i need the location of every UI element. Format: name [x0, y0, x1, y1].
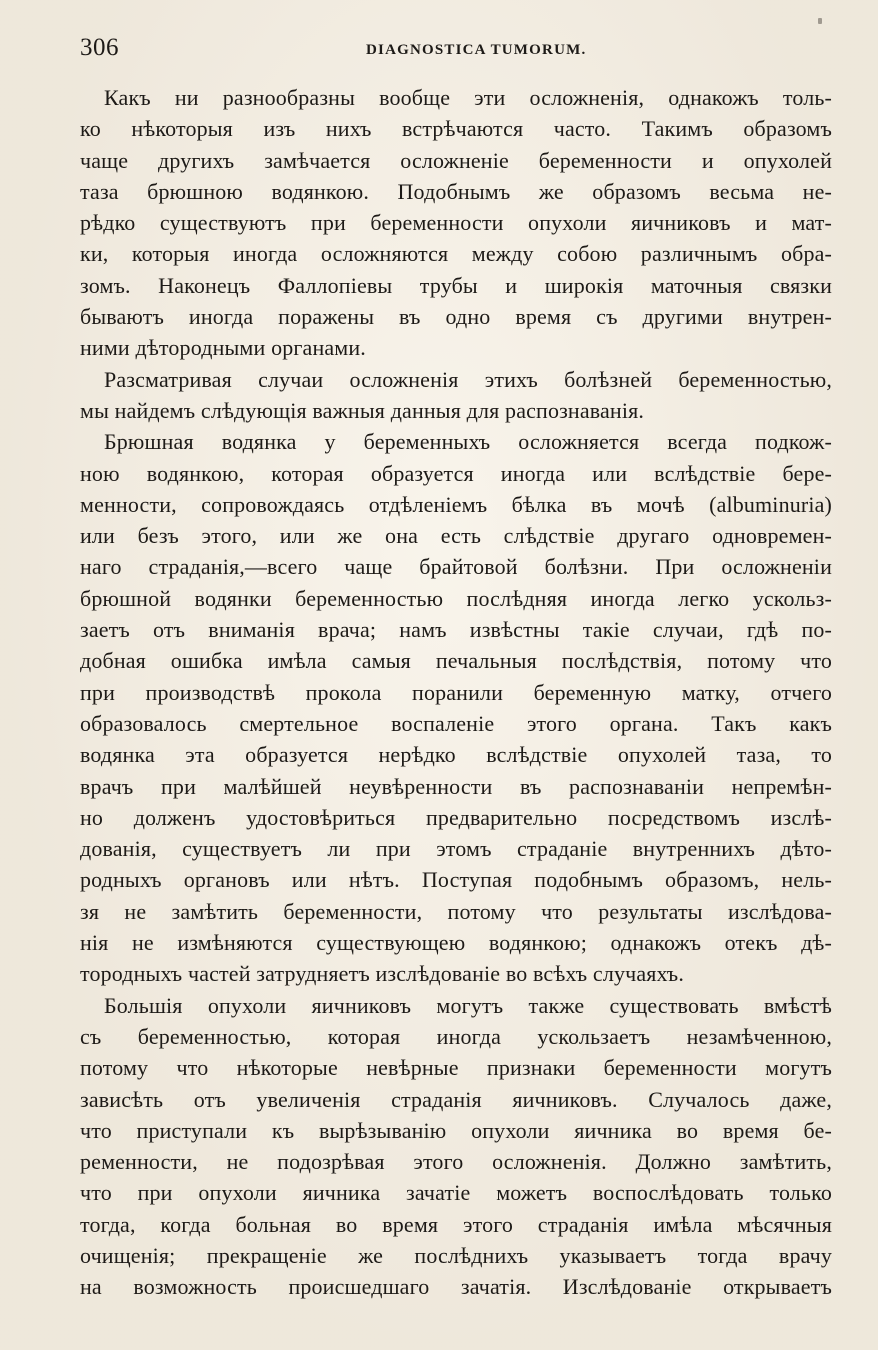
text-line: при производствѣ прокола поранили беременную матку, отчего [80, 679, 832, 705]
text-line: нія не измѣняются существующею водянкою; однакожъ отекъ дѣ- [80, 930, 832, 956]
text-line: дованія, существуетъ ли при этомъ страданіе внутреннихъ дѣто- [80, 836, 832, 862]
text-line: наго страданія,—всего чаще брайтовой болѣзни. При осложненіи [80, 554, 832, 580]
ink-speck [818, 18, 822, 24]
paragraph-2 [80, 364, 832, 427]
paragraph-1 [80, 82, 832, 364]
text-line: что приступали къ вырѣзыванію опухоли яичника во время бе- [80, 1117, 832, 1143]
paragraph-3 [80, 426, 832, 989]
text-line: зя не замѣтить беременности, потому что результаты изслѣдова- [80, 898, 832, 924]
page-number: 306 [80, 34, 119, 61]
text-line: зомъ. Наконецъ Фаллопіевы трубы и широкія маточныя связки [80, 272, 832, 298]
text-line: очищенія; прекращеніе же послѣднихъ указываетъ тогда врачу [80, 1242, 832, 1268]
text-line: заетъ отъ вниманія врача; намъ извѣстны такіе случаи, гдѣ по- [80, 617, 832, 643]
text-line: менности, сопровождаясь отдѣленіемъ бѣлка въ мочѣ (albuminuria) [80, 491, 832, 517]
text-line: Какъ ни разнообразны вообще эти осложненія, однакожъ толь- [104, 85, 832, 110]
running-head [80, 28, 840, 68]
text-line: водянка эта образуется нерѣдко вслѣдствіе опухолей таза, то [80, 742, 832, 768]
text-line: брюшной водянки беременностью послѣдняя иногда легко ускольз- [80, 585, 832, 611]
running-title: DIAGNOSTICA TUMORUM. [366, 42, 587, 58]
body-text [80, 82, 832, 1303]
text-line: врачъ при малѣйшей неувѣренности въ распознаваніи непремѣн- [80, 773, 832, 799]
text-line: ременности, не подозрѣвая этого осложненія. Должно замѣтить, [80, 1149, 832, 1175]
text-line: съ беременностью, которая иногда ускользаетъ незамѣченною, [80, 1023, 832, 1049]
text-line: бываютъ иногда поражены въ одно время съ другими внутрен- [80, 304, 832, 330]
text-line: Брюшная водянка у беременныхъ осложняется всегда подкож- [104, 429, 832, 455]
text-line: ною водянкою, которая образуется иногда или вслѣдствіе бере- [80, 460, 832, 486]
text-line: Большія опухоли яичниковъ могутъ также существовать вмѣстѣ [104, 992, 832, 1018]
text-line: потому что нѣкоторые невѣрные признаки беременности могутъ [80, 1055, 832, 1081]
text-line: зависѣть отъ увеличенія страданія яичниковъ. Случалось даже, [80, 1086, 832, 1112]
text-line: добная ошибка имѣла самыя печальныя послѣдствія, потому что [80, 648, 832, 674]
text-line: ними дѣтородными органами. [80, 335, 366, 361]
text-line: на возможность происшедшаго зачатія. Изслѣдованіе открываетъ [80, 1274, 832, 1300]
text-line: ки, которыя иногда осложняются между собою различнымъ обра- [80, 241, 832, 267]
text-line: таза брюшною водянкою. Подобнымъ же образомъ весьма не- [80, 178, 832, 204]
paragraph-4 [80, 990, 832, 1303]
text-line: Разсматривая случаи осложненія этихъ болѣзней беременностью, [104, 366, 832, 392]
text-line: мы найдемъ слѣдующія важныя данныя для распознаванія. [80, 397, 645, 423]
text-line: образовалось смертельное воспаленіе этого органа. Такъ какъ [80, 710, 832, 736]
text-line: но долженъ удостовѣриться предварительно посредствомъ изслѣ- [80, 804, 832, 830]
text-line: тогда, когда больная во время этого страданія имѣла мѣсячныя [80, 1211, 832, 1237]
text-line: что при опухоли яичника зачатіе можетъ воспослѣдовать только [80, 1180, 832, 1206]
text-line: или безъ этого, или же она есть слѣдствіе другаго одновремен- [80, 523, 832, 549]
text-line: чаще другихъ замѣчается осложненіе беременности и опухолей [80, 147, 832, 173]
text-line: родныхъ органовъ или нѣтъ. Поступая подобнымъ образомъ, нель- [80, 867, 832, 893]
text-line: рѣдко существуютъ при беременности опухоли яичниковъ и мат- [80, 210, 832, 236]
text-line: тородныхъ частей затрудняетъ изслѣдованіе во всѣхъ случаяхъ. [80, 961, 684, 987]
text-line: ко нѣкоторыя изъ нихъ встрѣчаются часто. Такимъ образомъ [80, 116, 832, 142]
